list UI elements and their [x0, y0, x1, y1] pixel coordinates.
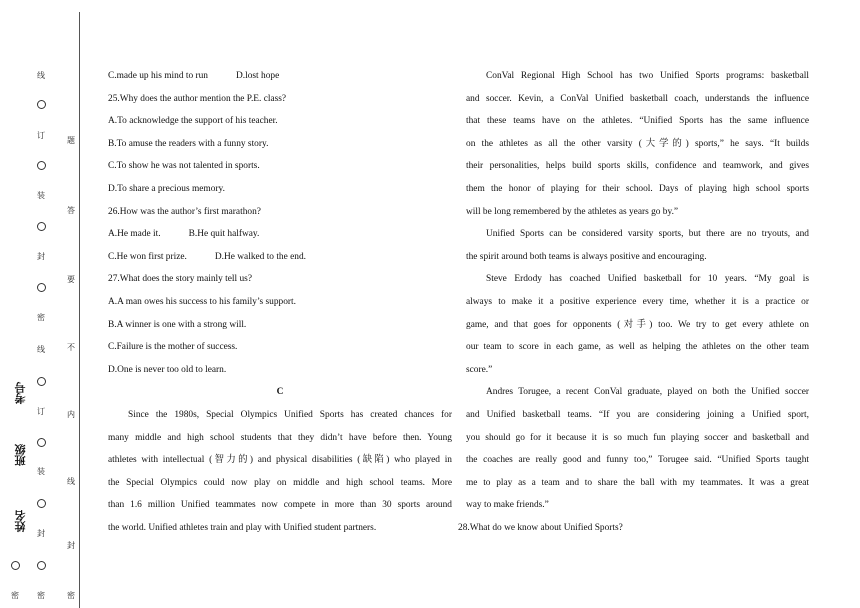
- passage-line: that these teams have on the athletes. “Unified Sports has the same influence: [466, 116, 809, 127]
- passage-line: game, and that goes for opponents (对手) too. We try to get every athlete on: [466, 319, 809, 330]
- binding-circle: [37, 222, 46, 231]
- binding-circle: [37, 499, 46, 508]
- binding-mark: 封: [67, 541, 75, 550]
- binding-line: [79, 12, 80, 608]
- passage-line: the Special Olympics could now play on middle and high school teams. More: [108, 477, 452, 488]
- section-title: C: [276, 387, 284, 398]
- option-d: D.lost hope: [236, 71, 280, 81]
- passage-line: the spirit around both teams is always positive and encouraging.: [466, 251, 707, 262]
- binding-mark: 线: [37, 345, 45, 354]
- binding-mark: 密: [37, 313, 45, 322]
- passage-line: Unified Sports can be considered varsity sports, but there are no tryouts, and: [486, 229, 809, 240]
- binding-mark: 密: [11, 591, 19, 600]
- question-27-stem: 27.What does the story mainly tell us?: [108, 274, 252, 285]
- option-b: B.To amuse the readers with a funny story.: [108, 138, 269, 149]
- passage-line: the coaches are really good and funny too,” Torugee said. “Unified Sports taught: [466, 455, 809, 466]
- binding-circle: [11, 561, 20, 570]
- option-d: D.To share a precious memory.: [108, 183, 225, 194]
- passage-line: you should go for it because it is so much fun playing soccer and basketball and: [466, 432, 809, 443]
- class-label: 班级: [14, 444, 27, 466]
- binding-circle: [37, 100, 46, 109]
- passage-line: score.”: [466, 364, 493, 375]
- option-a: A.He made it.: [108, 229, 161, 240]
- question-28-stem: 28.What do we know about Unified Sports?: [458, 522, 623, 533]
- binding-mark: 线: [67, 477, 75, 486]
- binding-margin: [0, 0, 90, 608]
- option-a: A.To acknowledge the support of his teacher.: [108, 116, 278, 127]
- passage-line: will be long remembered by the athletes as years go by.”: [466, 206, 679, 217]
- passage-line: Steve Erdody has coached Unified basketball for 10 years. “My goal is: [486, 274, 809, 285]
- option-c: C.made up his mind to run: [108, 71, 208, 81]
- binding-mark: 题: [67, 136, 75, 145]
- binding-mark: 封: [37, 252, 45, 261]
- right-column: [458, 65, 809, 539]
- passage-line: and soccer. Kevin, a ConVal Unified basketball coach, understands the influence: [466, 93, 809, 104]
- binding-circle: [37, 377, 46, 386]
- left-column: [108, 65, 452, 539]
- passage-line: Andres Torugee, a recent ConVal graduate, played on both the Unified soccer: [486, 387, 809, 398]
- exam-number-label: 考号: [14, 382, 27, 404]
- binding-mark: 内: [67, 410, 75, 419]
- q26-options-cd: [108, 246, 452, 269]
- passage-line: ConVal Regional High School has two Unified Sports programs: basketball: [486, 71, 809, 81]
- option-b: B.He quit halfway.: [188, 229, 260, 240]
- passage-line: their personalities, helps build sports skills, confidence and teamwork, and gives: [466, 161, 809, 172]
- binding-mark: 密: [37, 591, 45, 600]
- binding-mark: 装: [37, 467, 45, 476]
- binding-circle: [37, 283, 46, 292]
- passage-line: way to make friends.”: [466, 500, 549, 511]
- binding-mark: 订: [37, 131, 45, 140]
- passage-line: on the athletes as all the other varsity (大学的) sports,” he says. “It builds: [466, 138, 809, 149]
- option-c: C.He won first prize.: [108, 251, 187, 262]
- binding-circle: [37, 561, 46, 570]
- passage-line: always to make it a positive experience every time, whether it is a practice or: [466, 296, 809, 307]
- binding-mark: 要: [67, 275, 75, 284]
- passage-line: athletes with intellectual (智力的) and physical disabilities (缺陷) who played in: [108, 455, 452, 466]
- binding-mark: 线: [37, 71, 45, 80]
- passage-line: our team to score in each game, as well as helping the athletes on the other team: [466, 342, 809, 353]
- question-25-stem: 25.Why does the author mention the P.E. class?: [108, 93, 287, 104]
- option-d: D.One is never too old to learn.: [108, 364, 227, 375]
- passage-line: Since the 1980s, Special Olympics Unified Sports has created chances for: [128, 409, 452, 420]
- passage-line: many middle and high school students that they didn’t have before then. Young: [108, 432, 452, 443]
- binding-mark: 装: [37, 191, 45, 200]
- binding-circle: [37, 438, 46, 447]
- option-c: C.To show he was not talented in sports.: [108, 161, 260, 172]
- option-c: C.Failure is the mother of success.: [108, 342, 238, 353]
- option-d: D.He walked to the end.: [214, 251, 307, 262]
- binding-mark: 订: [37, 407, 45, 416]
- passage-line: the world. Unified athletes train and play with Unified student partners.: [108, 522, 377, 533]
- q26-options-ab: [108, 223, 452, 246]
- binding-mark: 答: [67, 206, 75, 215]
- passage-line: them the honor of playing for their school. Days of playing high school sports: [466, 183, 809, 194]
- name-label: 姓名: [14, 510, 27, 532]
- passage-line: and Unified basketball teams. “If you are considering joining a Unified sport,: [466, 409, 809, 420]
- binding-circle: [37, 161, 46, 170]
- binding-mark: 密: [67, 591, 75, 600]
- binding-mark: 不: [67, 343, 75, 352]
- passage-line: me to play as a team and to share the ball with my teammates. It was a great: [466, 477, 809, 488]
- question-26-stem: 26.How was the author’s first marathon?: [108, 206, 261, 217]
- binding-mark: 封: [37, 529, 45, 538]
- option-b: B.A winner is one with a strong will.: [108, 319, 247, 330]
- option-a: A.A man owes his success to his family’s support.: [108, 296, 297, 307]
- passage-line: than 1.6 million Unified teammates now compete in more than 30 sports around: [108, 500, 452, 511]
- q24-options: [108, 65, 452, 88]
